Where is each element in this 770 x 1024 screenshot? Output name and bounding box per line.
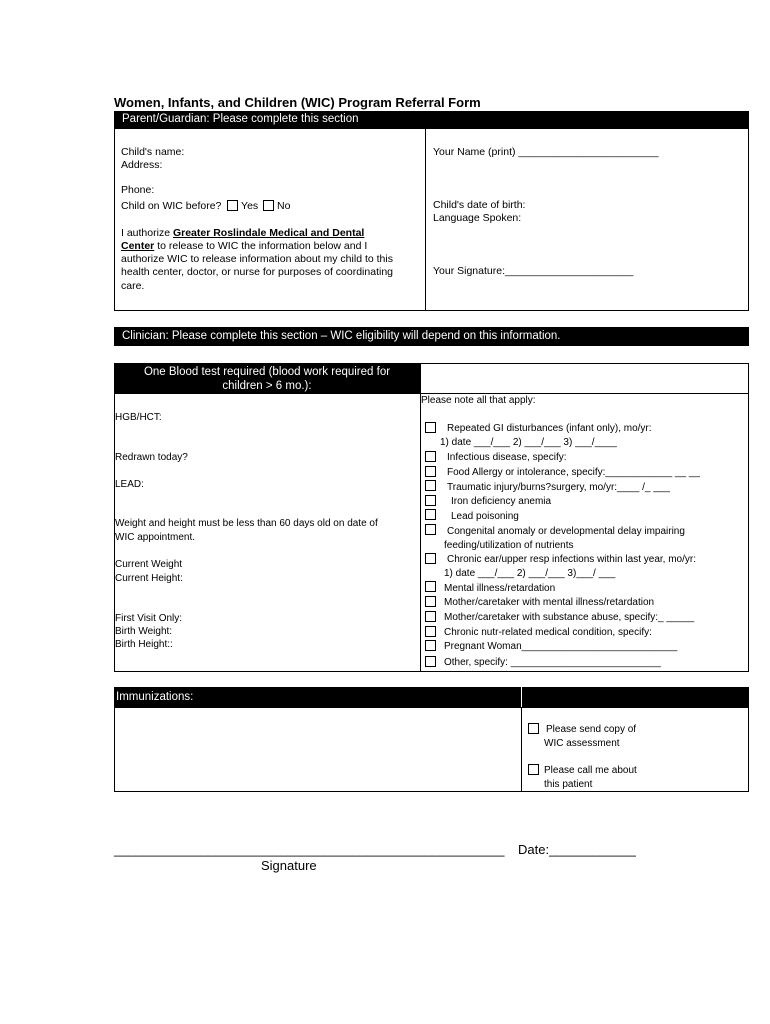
condition-nutr-label: Chronic nutr-related medical condition, specify: — [444, 627, 652, 638]
condition-checkbox[interactable] — [425, 611, 436, 622]
condition-checkbox[interactable] — [425, 466, 436, 477]
no-label: No — [277, 200, 291, 212]
gi-dates-field[interactable]: 1) date ___/___ 2) ___/___ 3) ___/____ — [440, 437, 617, 448]
wic-before-row — [121, 200, 290, 213]
note-label: Please note all that apply: — [421, 395, 536, 406]
immunizations-box — [114, 707, 749, 792]
lead-label: LEAD: — [115, 479, 144, 490]
condition-substance-label: Mother/caretaker with substance abuse, specify:_ _____ — [444, 612, 695, 623]
blood-header-l1: One Blood test required (blood work required for — [143, 366, 391, 378]
condition-chronic-ear-label: Chronic ear/upper resp infections within last year, mo/yr: — [447, 554, 696, 565]
form-title: Women, Infants, and Children (WIC) Program Referral Form — [114, 95, 481, 110]
call-me-checkbox[interactable] — [528, 764, 539, 775]
send-copy-checkbox[interactable] — [528, 723, 539, 734]
condition-checkbox[interactable] — [425, 626, 436, 637]
condition-iron-label: Iron deficiency anemia — [451, 496, 552, 507]
dob-label: Child's date of birth: — [433, 199, 526, 211]
condition-checkbox[interactable] — [425, 640, 436, 651]
condition-checkbox[interactable] — [425, 495, 436, 506]
signature-line[interactable]: ______________________________________________________ — [114, 842, 505, 857]
condition-pregnant-label: Pregnant Woman____________________________ — [444, 641, 678, 652]
authorize-line-1 — [121, 227, 364, 240]
parent-header-text: Parent/Guardian: Please complete this section — [122, 113, 359, 125]
condition-mental-label: Mental illness/retardation — [444, 583, 556, 594]
condition-checkbox[interactable] — [425, 480, 436, 491]
org-name-line1: Greater Roslindale Medical and Dental — [172, 227, 365, 239]
clinician-section-header — [114, 327, 749, 346]
condition-checkbox[interactable] — [425, 596, 436, 607]
congenital-continued: feeding/utilization of nutrients — [444, 540, 574, 551]
send-copy-label-l1: Please send copy of — [546, 724, 637, 735]
authorize-line-5: care. — [121, 280, 145, 292]
authorize-prefix: I authorize — [121, 227, 173, 239]
condition-checkbox[interactable] — [425, 451, 436, 462]
yes-checkbox[interactable] — [227, 200, 238, 211]
call-me-label-l1: Please call me about — [544, 765, 637, 776]
wic-before-label: Child on WIC before? — [121, 200, 222, 212]
your-signature-field[interactable]: Your Signature:______________________ — [433, 265, 634, 277]
childs-name-label: Child's name: — [121, 146, 185, 158]
blood-header-l2: children > 6 mo.): — [222, 380, 312, 392]
authorize-line-2 — [121, 240, 367, 253]
hgb-label: HGB/HCT: — [115, 412, 162, 423]
birth-height-label: Birth Height:: — [115, 639, 173, 650]
condition-allergy-label: Food Allergy or intolerance, specify:____________ __ __ — [447, 467, 700, 478]
call-me-label-l2: this patient — [544, 779, 593, 790]
authorize-line-3: authorize WIC to release information about my child to this — [121, 253, 393, 265]
authorize-line-4: health center, doctor, or nurse for purposes of coordinating — [121, 266, 394, 278]
your-name-field[interactable]: Your Name (print) ________________________ — [433, 146, 659, 158]
address-label: Address: — [121, 159, 163, 171]
clinician-header-text: Clinician: Please complete this section – WIC eligibility will depend on this information. — [122, 330, 561, 342]
yes-label: Yes — [241, 200, 259, 212]
weight-note-l2: WIC appointment. — [115, 532, 196, 543]
condition-checkbox[interactable] — [425, 656, 436, 667]
redrawn-label: Redrawn today? — [115, 452, 188, 463]
immunizations-header-text: Immunizations: — [116, 691, 194, 703]
condition-checkbox[interactable] — [425, 581, 436, 592]
current-height-label: Current Height: — [115, 573, 183, 584]
date-field[interactable]: Date:____________ — [518, 842, 636, 857]
condition-lead-label: Lead poisoning — [451, 511, 519, 522]
condition-infectious-label: Infectious disease, specify: — [447, 452, 567, 463]
condition-checkbox[interactable] — [425, 553, 436, 564]
phone-label: Phone: — [121, 184, 155, 196]
clinician-divider — [420, 363, 421, 672]
condition-other-label: Other, specify: ___________________________ — [444, 657, 661, 668]
signature-label: Signature — [261, 858, 317, 873]
authorize-l1-rest: to release to WIC the information below and I — [154, 240, 368, 252]
first-visit-label: First Visit Only: — [115, 613, 183, 624]
condition-trauma-label: Traumatic injury/burns?surgery, mo/yr:____ /_ ___ — [447, 482, 670, 493]
chronic-dates-field[interactable]: 1) date ___/___ 2) ___/___ 3)___/ ___ — [444, 568, 616, 579]
condition-gi-label: Repeated GI disturbances (infant only), mo/yr: — [447, 423, 652, 434]
condition-congenital-label: Congenital anomaly or developmental delay impairing — [447, 526, 685, 537]
language-label: Language Spoken: — [433, 212, 522, 224]
weight-note-l1: Weight and height must be less than 60 days old on date of — [115, 518, 378, 529]
parent-divider — [425, 128, 426, 311]
org-name-line2: Center — [121, 240, 155, 252]
condition-checkbox[interactable] — [425, 509, 436, 520]
no-checkbox[interactable] — [263, 200, 274, 211]
parent-section-header — [114, 111, 749, 128]
condition-checkbox[interactable] — [425, 422, 436, 433]
blood-header-cell — [114, 363, 420, 394]
current-weight-label: Current Weight — [115, 559, 183, 570]
birth-weight-label: Birth Weight: — [115, 626, 173, 637]
send-copy-label-l2: WIC assessment — [544, 738, 620, 749]
condition-checkbox[interactable] — [425, 524, 436, 535]
immunizations-header — [114, 687, 749, 707]
immunizations-header-gap — [521, 687, 522, 707]
condition-caretaker-mental-label: Mother/caretaker with mental illness/retardation — [444, 597, 655, 608]
